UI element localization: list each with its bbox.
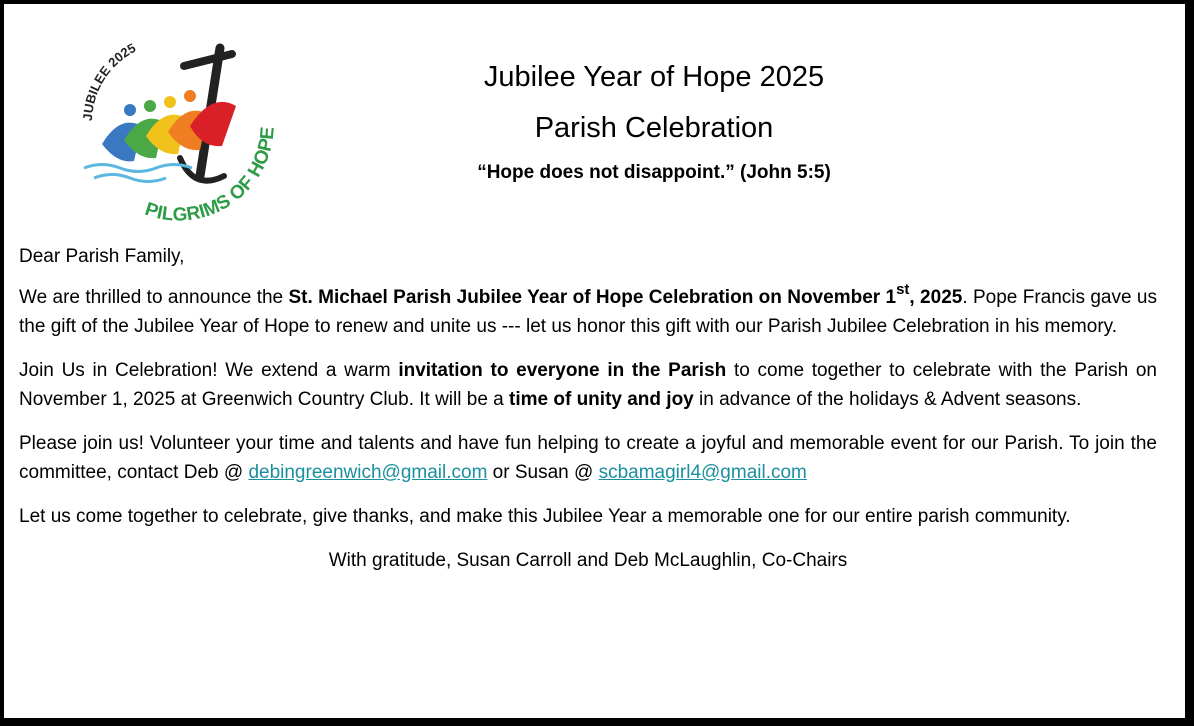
wave-icon bbox=[84, 165, 192, 172]
invitation-bold-2: time of unity and joy bbox=[509, 389, 694, 410]
email-link-susan[interactable]: scbamagirl4@gmail.com bbox=[598, 462, 807, 483]
paragraph-announcement bbox=[19, 283, 1157, 341]
volunteer-a: Please join us! Volunteer your time and talents and have fun helping to create a joyful and memorable event for our Parish. To join the committee, contact Deb @ bbox=[19, 433, 1157, 483]
letter-page bbox=[3, 3, 1186, 719]
announcement-rest: . Pope Francis gave us the gift of the Jubilee Year of Hope to renew and unite us --- let us honor this gift with our Parish Jubilee Celebration in his memory. bbox=[19, 287, 1157, 337]
invitation-b: to come together to celebrate with the Parish on November 1, 2025 at Greenwich Country Club. It will be a bbox=[19, 360, 1157, 410]
jubilee-logo bbox=[72, 26, 292, 236]
signature: With gratitude, Susan Carroll and Deb McLaughlin, Co-Chairs bbox=[328, 550, 848, 571]
letter-body bbox=[19, 242, 1157, 590]
email-link-deb[interactable]: debingreenwich@gmail.com bbox=[248, 462, 488, 483]
invitation-c: in advance of the holidays & Advent seasons. bbox=[693, 389, 1082, 410]
announcement-year: , 2025 bbox=[909, 287, 963, 308]
announcement-intro: We are thrilled to announce the bbox=[19, 287, 289, 308]
greeting: Dear Parish Family, bbox=[19, 246, 185, 267]
logo-ring-text-top: JUBILEE 2025 bbox=[79, 40, 139, 122]
page-subtitle: Parish Celebration bbox=[534, 112, 774, 144]
date-suffix: st bbox=[896, 281, 910, 298]
paragraph-invitation bbox=[19, 356, 1157, 414]
logo-ring-text-bottom: PILGRIMS OF HOPE bbox=[142, 125, 279, 226]
invitation-a: Join Us in Celebration! We extend a warm bbox=[19, 360, 399, 381]
volunteer-b: or Susan @ bbox=[487, 462, 599, 483]
invitation-bold-1: invitation to everyone in the Parish bbox=[398, 360, 727, 381]
wave-icon-2 bbox=[94, 175, 166, 182]
paragraph-volunteer bbox=[19, 429, 1157, 487]
paragraph-closing: Let us come together to celebrate, give thanks, and make this Jubilee Year a memorable one for our entire parish community. bbox=[19, 506, 1071, 527]
announcement-event: St. Michael Parish Jubilee Year of Hope Celebration on November 1 bbox=[288, 287, 897, 308]
scripture-quote: “Hope does not disappoint.” (John 5:5) bbox=[477, 162, 831, 183]
page-title: Jubilee Year of Hope 2025 bbox=[483, 61, 825, 93]
